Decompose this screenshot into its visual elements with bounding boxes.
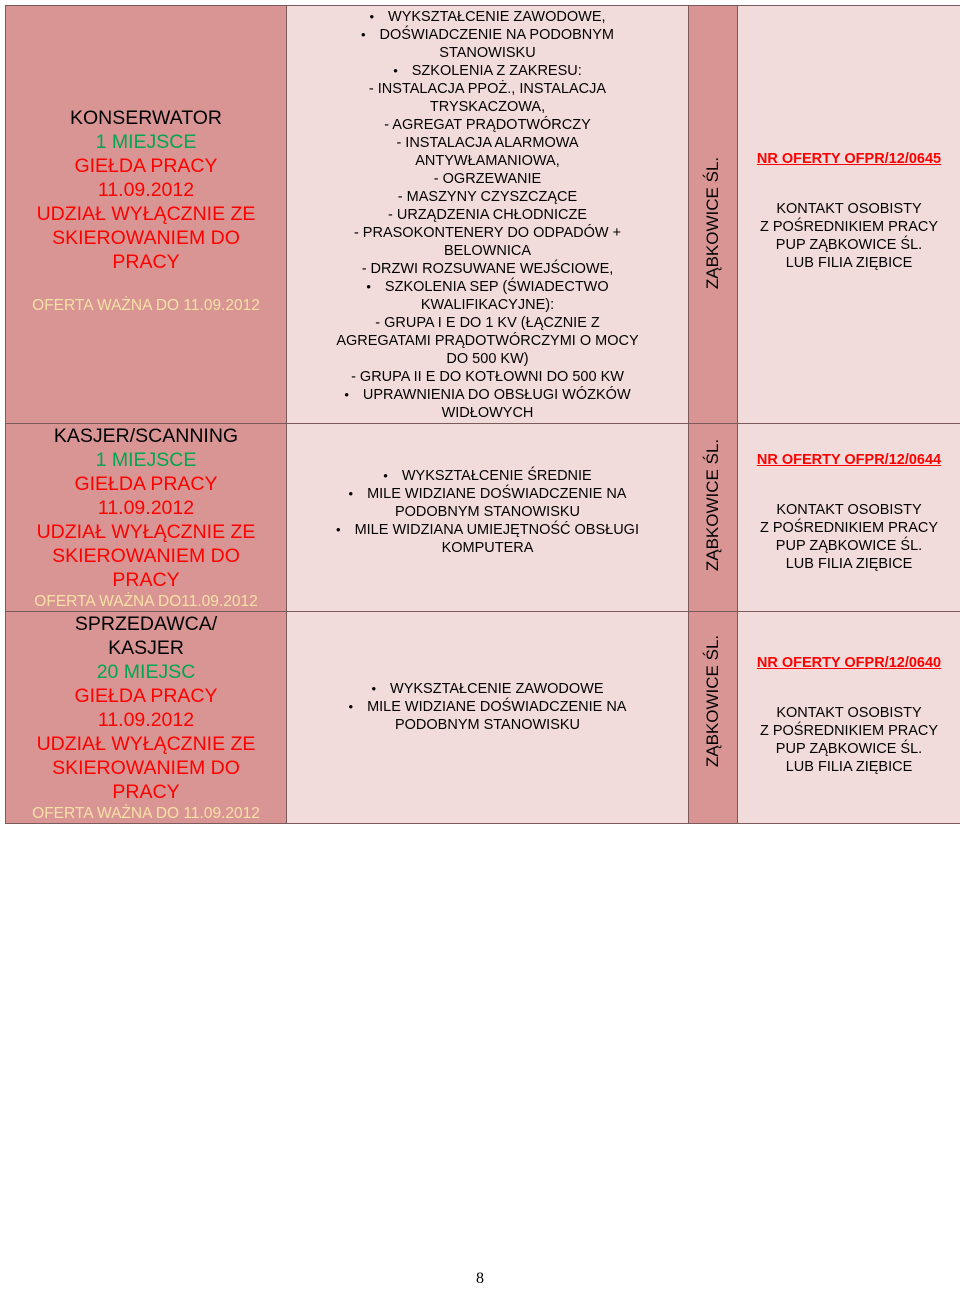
requirements-list (287, 612, 688, 734)
requirement-bullet-item: • DOŚWIADCZENIE NA PODOBNYM STANOWISKU (327, 26, 648, 62)
requirement-bullet-item: • MILE WIDZIANA UMIEJĘTNOŚĆ OBSŁUGI KOMPUTERA (317, 521, 658, 557)
requirement-bullet-item: • SZKOLENIA SEP (ŚWIADECTWO KWALIFIKACYJNE): (327, 278, 648, 314)
requirement-bullet-item: • SZKOLENIA Z ZAKRESU: (327, 62, 648, 80)
offer-number-link[interactable]: NR OFERTY OFPR/12/0640 (756, 655, 942, 671)
requirement-subitem: - GRUPA I E DO 1 KV (ŁĄCZNIE Z AGREGATAMI PRĄDOTWÓRCZYMI O MOCY DO 500 KW) (336, 314, 639, 367)
contact-line: KONTAKT OSOBISTY (776, 502, 922, 518)
table-row (6, 6, 960, 424)
requirement-bullet-item: • MILE WIDZIANE DOŚWIADCZENIE NA PODOBNYM STANOWISKU (327, 698, 648, 734)
requirements-cell (287, 424, 689, 612)
position-cell (6, 424, 287, 612)
contact-line: PUP ZĄBKOWICE ŚL. (775, 741, 923, 757)
requirements-cell (287, 612, 689, 824)
city-label: ZĄBKOWICE ŚL. (703, 156, 722, 289)
city-cell (689, 6, 738, 424)
participation-note: PRACY (112, 251, 180, 273)
city-cell (689, 424, 738, 612)
vacancy-count: 1 MIEJSCE (95, 449, 197, 471)
position-title: SPRZEDAWCA/ KASJER (74, 613, 218, 659)
participation-note: UDZIAŁ WYŁĄCZNIE ZE (36, 521, 256, 543)
participation-note: UDZIAŁ WYŁĄCZNIE ZE (36, 733, 256, 755)
position-title: KONSERWATOR (69, 107, 223, 129)
requirements-list (287, 424, 688, 557)
requirement-subitem: - DRZWI ROZSUWANE WEJŚCIOWE, (361, 260, 614, 277)
page-number: 8 (476, 1270, 484, 1287)
event-date: 11.09.2012 (97, 179, 195, 201)
requirements-list (287, 8, 688, 422)
contact-line: KONTAKT OSOBISTY (776, 200, 922, 217)
requirements-cell (287, 6, 689, 424)
offer-number-link[interactable]: NR OFERTY OFPR/12/0644 (756, 452, 942, 468)
position-cell (6, 6, 287, 424)
contact-line: Z POŚREDNIKIEM PRACY (759, 723, 939, 739)
job-offers-table (5, 5, 960, 824)
participation-note: SKIEROWANIEM DO (52, 227, 240, 249)
event-date: 11.09.2012 (97, 497, 195, 519)
contact-line: LUB FILIA ZIĘBICE (785, 254, 913, 271)
participation-note: PRACY (112, 781, 180, 803)
contact-info (738, 200, 960, 272)
table-row (6, 424, 960, 612)
requirement-subitem: - URZĄDZENIA CHŁODNICZE (388, 206, 587, 223)
requirement-subitem: - AGREGAT PRĄDOTWÓRCZY (384, 116, 591, 133)
contact-line: Z POŚREDNIKIEM PRACY (759, 218, 939, 235)
participation-note: PRACY (112, 569, 180, 591)
offer-validity: OFERTA WAŻNA DO 11.09.2012 (32, 805, 260, 822)
offer-cell (738, 612, 960, 824)
contact-line: LUB FILIA ZIĘBICE (785, 556, 913, 572)
contact-info (738, 704, 960, 776)
event-date: 11.09.2012 (97, 709, 195, 731)
requirement-subitem: - GRUPA II E DO KOTŁOWNI DO 500 KW (351, 368, 624, 385)
offer-cell (738, 424, 960, 612)
participation-note: UDZIAŁ WYŁĄCZNIE ZE (36, 203, 256, 225)
offer-cell (738, 6, 960, 424)
requirement-bullet-item: • WYKSZTAŁCENIE ZAWODOWE, (327, 8, 648, 26)
requirement-bullet-item: • WYKSZTAŁCENIE ZAWODOWE (327, 680, 648, 698)
requirement-bullet-item: • UPRAWNIENIA DO OBSŁUGI WÓZKÓW WIDŁOWYCH (327, 386, 648, 422)
contact-info (738, 501, 960, 573)
requirement-bullet-item: • WYKSZTAŁCENIE ŚREDNIE (317, 467, 658, 485)
city-label: ZĄBKOWICE ŚL. (703, 634, 722, 767)
city-label: ZĄBKOWICE ŚL. (703, 438, 722, 571)
position-cell (6, 612, 287, 824)
requirement-bullet-item: • MILE WIDZIANE DOŚWIADCZENIE NA PODOBNYM STANOWISKU (317, 485, 658, 521)
offer-validity: OFERTA WAŻNA DO11.09.2012 (34, 593, 258, 610)
vacancy-count: 20 MIEJSC (96, 661, 196, 683)
contact-line: PUP ZĄBKOWICE ŚL. (775, 538, 923, 554)
position-title: KASJER/SCANNING (53, 425, 239, 447)
requirement-subitem: - OGRZEWANIE (433, 170, 542, 187)
contact-line: LUB FILIA ZIĘBICE (785, 759, 913, 775)
vacancy-count: 1 MIEJSCE (95, 131, 197, 153)
source-label: GIEŁDA PRACY (74, 473, 218, 495)
participation-note: SKIEROWANIEM DO (52, 545, 240, 567)
table-row (6, 612, 960, 824)
contact-line: PUP ZĄBKOWICE ŚL. (775, 236, 923, 253)
participation-note: SKIEROWANIEM DO (52, 757, 240, 779)
contact-line: KONTAKT OSOBISTY (776, 705, 922, 721)
offer-validity: OFERTA WAŻNA DO 11.09.2012 (32, 297, 260, 314)
offer-number-link[interactable]: NR OFERTY OFPR/12/0645 (756, 150, 942, 167)
requirement-subitem: - PRASOKONTENERY DO ODPADÓW + BELOWNICA (353, 224, 622, 259)
source-label: GIEŁDA PRACY (74, 155, 218, 177)
contact-line: Z POŚREDNIKIEM PRACY (759, 520, 939, 536)
requirement-subitem: - INSTALACJA ALARMOWA ANTYWŁAMANIOWA, (396, 134, 579, 169)
requirement-subitem: - INSTALACJA PPOŻ., INSTALACJA TRYSKACZOWA, (368, 80, 607, 115)
source-label: GIEŁDA PRACY (74, 685, 218, 707)
city-cell (689, 612, 738, 824)
requirement-subitem: - MASZYNY CZYSZCZĄCE (397, 188, 578, 205)
